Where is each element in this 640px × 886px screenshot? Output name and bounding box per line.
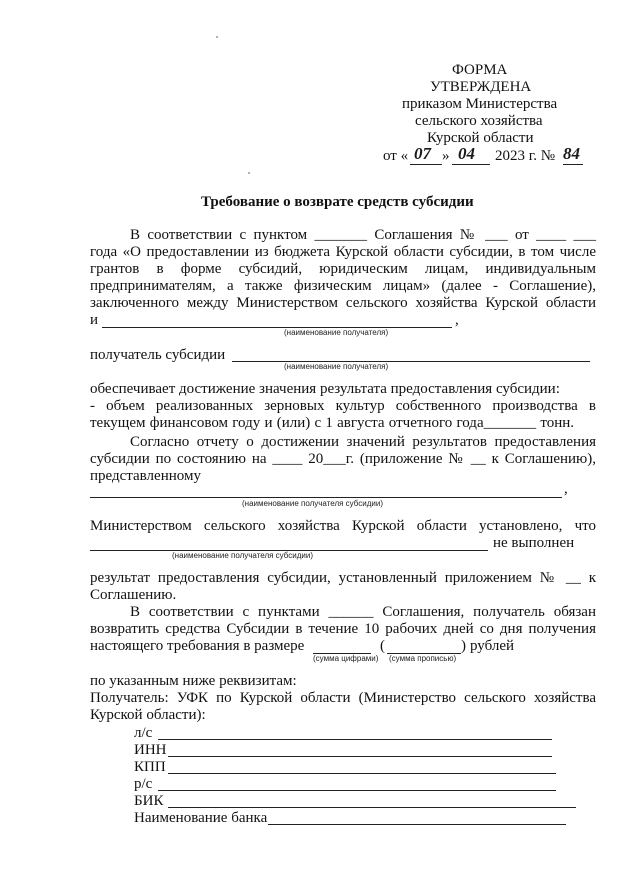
and-prefix: и — [90, 312, 99, 328]
requisite-ls-label: л/с — [134, 725, 153, 741]
header-form: ФОРМА — [452, 62, 508, 78]
p1-line-1: В соответствии с пунктом _______ Соглашения № ___ от ____ ___ — [130, 227, 596, 243]
requisite-rs-label: р/с — [134, 776, 153, 792]
and-suffix: , — [455, 312, 459, 328]
p5-line-2: Соглашению. — [90, 587, 177, 603]
p1-line-2: года «О предоставлении из бюджета Курской области субсидии, в том числе — [90, 244, 596, 260]
day-underline — [410, 164, 442, 165]
p7-line: по указанным ниже реквизитам: — [90, 673, 297, 689]
p2-line-3: текущем финансовом году и (или) с 1 августа отчетного года_______ тонн. — [90, 415, 574, 431]
requisite-bik-label: БИК — [134, 793, 164, 809]
page-title: Требование о возврате средств субсидии — [201, 194, 474, 210]
comma: , — [564, 481, 568, 497]
p2-line-2: - объем реализованных зерновых культур собственного производства в — [90, 398, 596, 414]
p3-line-2: субсидии по состоянию на ____ 20___г. (приложение № __ к Соглашению), — [90, 451, 596, 467]
not-fulfilled-text: не выполнен — [493, 535, 575, 551]
header-approved: УТВЕРЖДЕНА — [430, 79, 532, 95]
p3-line-1: Согласно отчету о достижении значений результатов предоставления — [130, 434, 596, 450]
requisite-bank-label: Наименование банка — [134, 810, 268, 826]
p1-line-3: грантов в форме субсидий, юридическим лицам, индивидуальным — [90, 261, 596, 277]
caption-subsidy-recipient-2: (наименование получателя субсидии) — [172, 551, 313, 560]
header-date-prefix: от « — [383, 148, 409, 164]
header-year: 2023 г. № — [495, 148, 556, 164]
requisite-kpp-label: КПП — [134, 759, 166, 775]
number-underline — [563, 164, 583, 165]
caption-subsidy-recipient: (наименование получателя субсидии) — [242, 499, 383, 508]
p2-line-1: обеспечивает достижение значения результата предоставления субсидии: — [90, 381, 560, 397]
p6-line-2: возвратить средства Субсидии в течение 10 рабочих дней со дня получения — [90, 621, 596, 637]
requisite-rs-field[interactable] — [158, 790, 556, 791]
p6-line-1: В соответствии с пунктами ______ Соглашения, получатель обязан — [130, 604, 596, 620]
header-day-close: » — [442, 148, 450, 164]
caption-recipient-name-2: (наименование получателя) — [284, 362, 389, 371]
p3-line-3: представленному — [90, 468, 201, 484]
recipient-name-field[interactable] — [102, 327, 452, 328]
p6-line-3: настоящего требования в размере — [90, 638, 305, 654]
month-underline — [452, 164, 490, 165]
header-month: 04 — [458, 144, 475, 163]
p5-line-1: результат предоставления субсидии, установленный приложением № __ к — [90, 570, 596, 586]
caption-sum-digits: (сумма цифрами) — [313, 654, 379, 663]
requisite-inn-label: ИНН — [134, 742, 167, 758]
p8-line-2: Курской области): — [90, 707, 206, 723]
sum-words-close: ) — [461, 638, 466, 654]
header-order: приказом Министерства — [402, 96, 558, 112]
header-ministry: сельского хозяйства — [415, 113, 543, 129]
p1-line-5: заключенного между Министерством сельского хозяйства Курской области — [90, 295, 596, 311]
header-number: 84 — [563, 144, 580, 163]
p8-line-1: Получатель: УФК по Курской области (Министерство сельского хозяйства — [90, 690, 596, 706]
requisite-bank-field[interactable] — [268, 824, 566, 825]
scan-speck — [248, 172, 250, 174]
header-region: Курской области — [427, 130, 534, 146]
scan-speck — [216, 36, 218, 38]
caption-sum-words: (сумма прописью) — [389, 654, 457, 663]
requisite-ls-field[interactable] — [158, 739, 552, 740]
sum-words-open: ( — [380, 638, 385, 654]
requisite-inn-field[interactable] — [168, 756, 552, 757]
subsidy-recipient-field[interactable] — [90, 497, 562, 498]
recipient-label: получатель субсидии — [90, 347, 226, 363]
p1-line-4: предпринимателям, а также физическим лицам» (далее - Соглашение), — [90, 278, 596, 294]
caption-recipient-name: (наименование получателя) — [284, 328, 389, 337]
header-day: 07 — [414, 144, 431, 163]
requisite-kpp-field[interactable] — [168, 773, 556, 774]
p4-line: Министерством сельского хозяйства Курской области установлено, что — [90, 518, 596, 534]
rubles-label: рублей — [470, 638, 515, 654]
requisite-bik-field[interactable] — [168, 807, 576, 808]
